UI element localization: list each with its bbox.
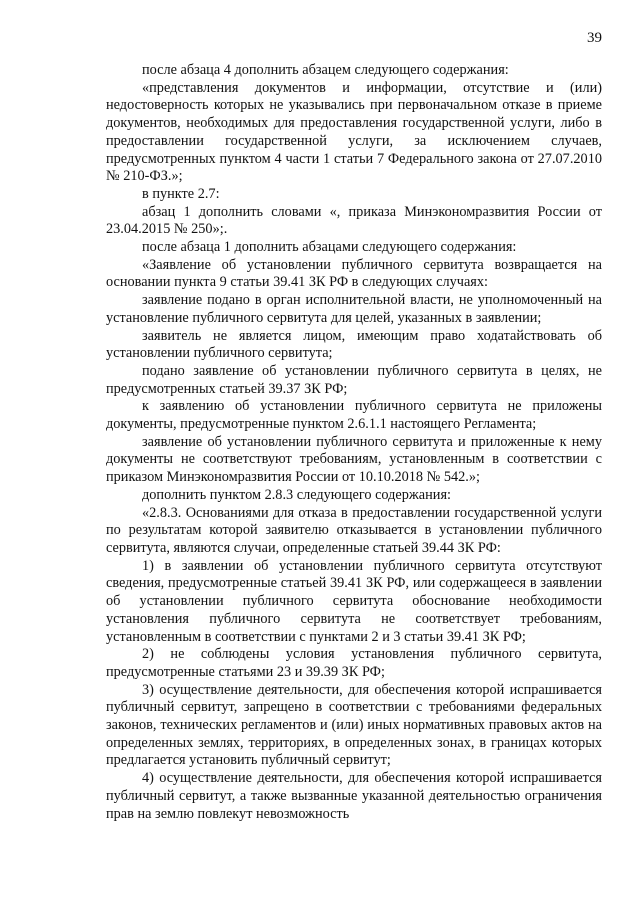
- paragraph: заявление подано в орган исполнительной власти, не уполномоченный на установление публичного сервитута для целей, указанных в заявлении;: [106, 292, 602, 326]
- paragraph: 3) осуществление деятельности, для обеспечения которой испрашивается публичный сервитут, запрещено в соответствии с требованиями федеральных законов, технических регламентов и (или) иных нормативных правовых актов на определенных землях, территориях, в определенных зонах, в границах которых предлагается установить публичный сервитут;: [106, 681, 602, 769]
- paragraph: «представления документов и информации, отсутствие и (или) недостоверность которых не указывались при первоначальном отказе в приеме документов, необходимых для предоставления государственной услуги, либо в предоставлении государственной услуги, за исключением случаев, предусмотренных пунктом 4 части 1 статьи 7 Федерального закона от 27.07.2010 № 210-ФЗ.»;: [106, 79, 602, 185]
- paragraph: 1) в заявлении об установлении публичного сервитута отсутствуют сведения, предусмотренные статьей 39.41 ЗК РФ, или содержащееся в заявлении об установлении публичного сервитута обоснование необходимости установления публичного сервитута не соответствует требованиям, установленным в соответствии с пунктами 2 и 3 статьи 39.41 ЗК РФ;: [106, 557, 602, 645]
- paragraph: после абзаца 1 дополнить абзацами следующего содержания:: [142, 239, 517, 256]
- page-number: 39: [587, 30, 602, 46]
- paragraph: дополнить пунктом 2.8.3 следующего содержания:: [142, 486, 451, 503]
- paragraph: 4) осуществление деятельности, для обеспечения которой испрашивается публичный сервитут, а также вызванные указанной деятельностью ограничения прав на землю повлекут невозможность: [106, 770, 602, 822]
- paragraph: 2) не соблюдены условия установления публичного сервитута, предусмотренные статьями 23 и 39.39 ЗК РФ;: [106, 646, 602, 680]
- paragraph: «2.8.3. Основаниями для отказа в предоставлении государственной услуги по результатам которой заявителю отказывается в установлении публичного сервитута, являются случаи, определенные статьей 39.44 ЗК РФ:: [106, 504, 602, 556]
- paragraph: к заявлению об установлении публичного сервитута не приложены документы, предусмотренные пунктом 2.6.1.1 настоящего Регламента;: [106, 398, 602, 433]
- paragraph: абзац 1 дополнить словами «, приказа Минэкономразвития России от 23.04.2015 № 250»;.: [106, 203, 602, 238]
- paragraph: заявление об установлении публичного сервитута и приложенные к нему документы не соответствуют требованиям, установленным в соответствии с приказом Минэкономразвития России от 10.10.2018 № 542.»;: [106, 433, 602, 486]
- document-body: [106, 62, 602, 823]
- paragraph: в пункте 2.7:: [142, 185, 220, 202]
- paragraph: подано заявление об установлении публичного сервитута в целях, не предусмотренных статьей 39.37 ЗК РФ;: [106, 362, 602, 397]
- paragraph: заявитель не является лицом, имеющим право ходатайствовать об установлении публичного сервитута;: [106, 327, 602, 362]
- paragraph: после абзаца 4 дополнить абзацем следующего содержания:: [142, 62, 509, 78]
- paragraph: «Заявление об установлении публичного сервитута возвращается на основании пункта 9 статьи 39.41 ЗК РФ в следующих случаях:: [106, 256, 602, 291]
